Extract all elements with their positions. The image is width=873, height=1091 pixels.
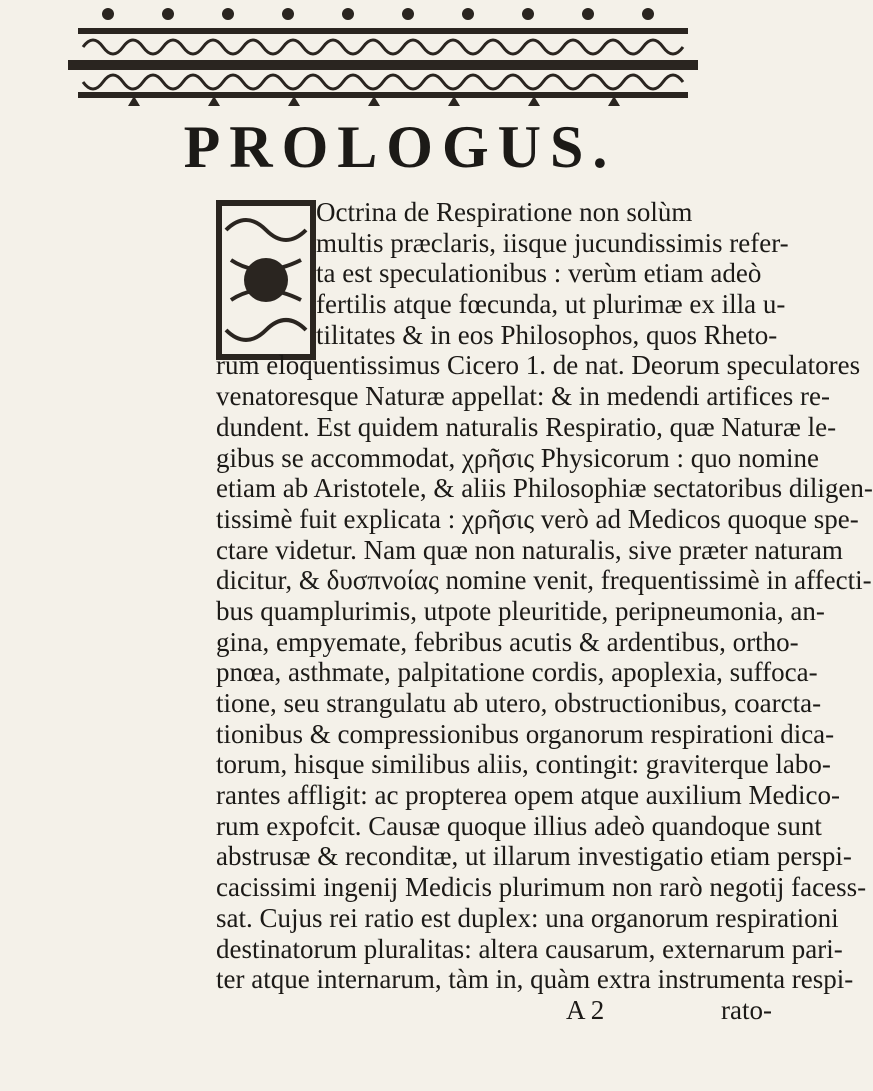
text-line: ter atque internarum, tàm in, quàm extra instrumenta respi- — [216, 964, 854, 995]
floral-headpiece-ornament — [68, 2, 698, 114]
body-text — [216, 197, 873, 1026]
text-line: ta est speculationibus : verùm etiam adeò — [316, 258, 762, 289]
text-line: destinatorum pluralitas: altera causarum, externarum pari- — [216, 933, 843, 964]
text-line: gibus se accommodat, χρῆσις Physicorum : quo nomine — [216, 442, 820, 473]
text-line: dicitur, & δυσπνοίας nomine venit, frequentissimè in affecti- — [216, 565, 872, 596]
text-line: tione, seu strangulatu ab utero, obstructionibus, coarcta- — [216, 688, 822, 718]
text-line: venatoresque Naturæ appellat: & in medendi artifices re- — [216, 381, 831, 412]
page-footer — [216, 995, 806, 1026]
page-title: PROLOGUS. — [183, 114, 617, 180]
text-line: sat. Cujus rei ratio est duplex: una organorum respirationi — [216, 902, 839, 933]
text-line: tionibus & compressionibus organorum respirationi dica- — [216, 718, 835, 749]
text-line: dundent. Est quidem naturalis Respiratio, quæ Naturæ le- — [216, 411, 837, 442]
text-line: pnœa, asthmate, palpitatione cordis, apoplexia, suffoca- — [216, 657, 818, 688]
text-line: rum eloquentissimus Cicero 1. de nat. Deorum speculatores — [216, 350, 861, 381]
text-line: tissimè fuit explicata : χρῆσις verò ad Medicos quoque spe- — [216, 503, 859, 534]
text-line: gina, empyemate, febribus acutis & ardentibus, ortho- — [216, 626, 799, 657]
text-line: abstrusæ & reconditæ, ut illarum investigatio etiam perspi- — [216, 841, 852, 872]
text-line: fertilis atque fœcunda, ut plurimæ ex illa u- — [316, 289, 786, 320]
text-line: rum expofcit. Causæ quoque illius adeò quandoque sunt — [216, 810, 822, 841]
text-line: bus quamplurimis, utpote pleuritide, peripneumonia, an- — [216, 595, 825, 626]
text-line: Octrina de Respiratione non solùm — [316, 197, 693, 227]
text-line: torum, hisque similibus aliis, contingit: graviterque labo- — [216, 749, 831, 780]
text-line: etiam ab Aristotele, & aliis Philosophiæ sectatoribus diligen- — [216, 473, 873, 504]
text-line: cacissimi ingenij Medicis plurimum non rarò negotij facess- — [216, 872, 867, 903]
signature-mark: A 2 — [566, 994, 605, 1025]
text-line: ctare videtur. Nam quæ non naturalis, sive præter naturam — [216, 534, 843, 565]
text-line: multis præclaris, iisque jucundissimis refer- — [316, 227, 789, 258]
text-line: tilitates & in eos Philosophos, quos Rheto- — [316, 319, 778, 350]
text-line: rantes affligit: ac propterea opem atque auxilium Medico- — [216, 780, 841, 811]
catchword: rato- — [721, 994, 772, 1025]
